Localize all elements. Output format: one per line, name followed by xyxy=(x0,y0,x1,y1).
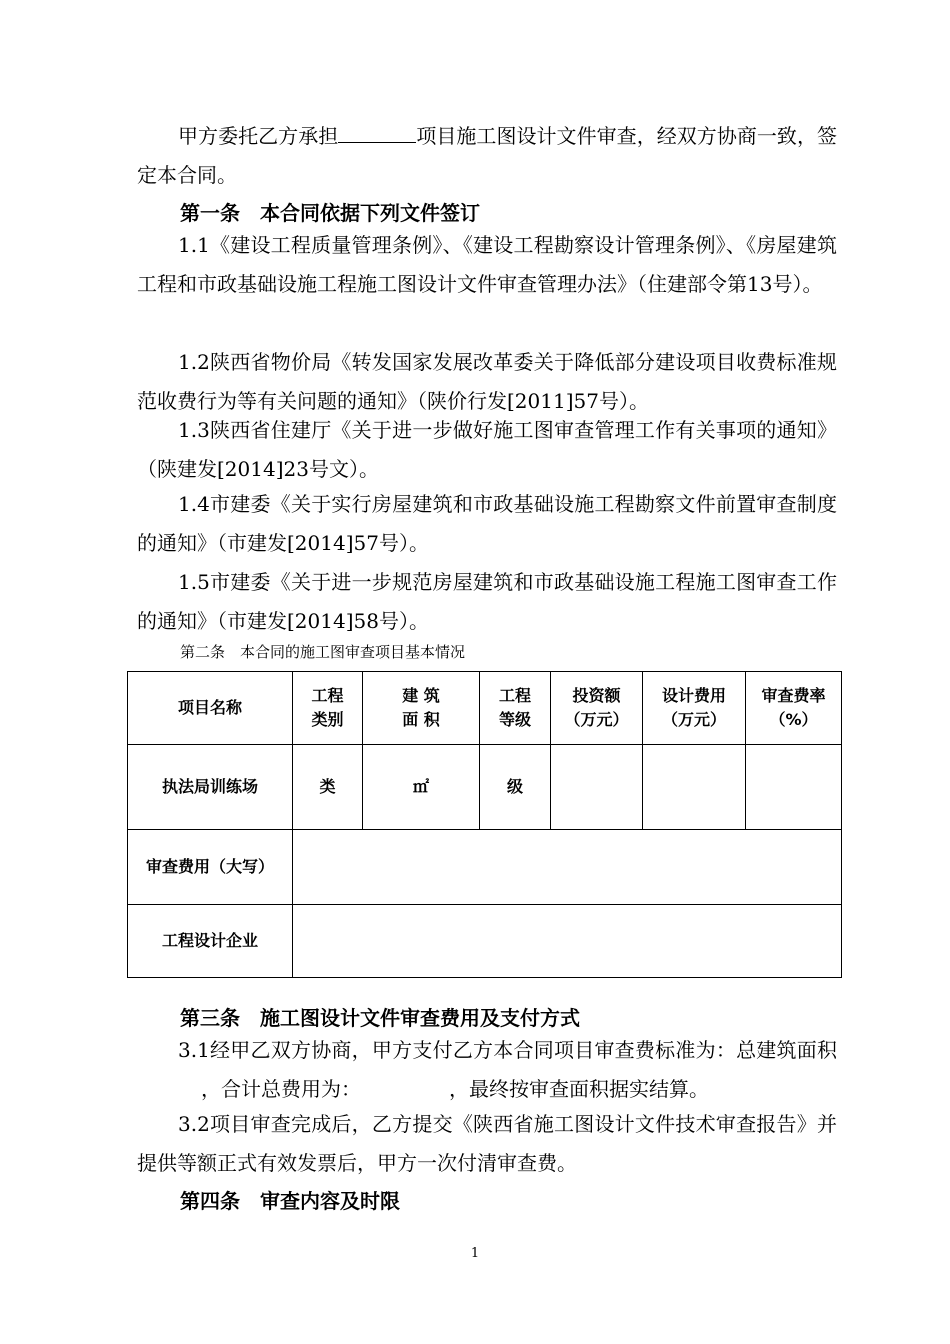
header-building-area: 建 筑 面 积 xyxy=(363,672,480,745)
intro-paragraph xyxy=(137,117,837,195)
article1-item-2: 1.2陕西省物价局《转发国家发展改革委关于降低部分建设项目收费标准规范收费行为等有关问题的通知》（陕价行发[2011]57号）。 xyxy=(137,350,837,413)
article3-item-1-text-a: 3.1经甲乙双方协商，甲方支付乙方本合同项目审查费标准为：总建筑面积 xyxy=(178,1038,837,1062)
company-row xyxy=(128,905,842,978)
company-label: 工程设计企业 xyxy=(128,905,293,978)
cell-project-grade[interactable]: 级 xyxy=(480,745,551,830)
article4-heading: 第四条 审查内容及时限 xyxy=(180,1189,400,1213)
cell-design-fee[interactable] xyxy=(643,745,746,830)
table-header-row xyxy=(128,672,842,745)
article3-item-1 xyxy=(137,1031,837,1109)
article2-heading: 第二条 本合同的施工图审查项目基本情况 xyxy=(180,643,466,661)
intro-text-1: 甲方委托乙方承担 xyxy=(178,124,339,148)
article1-item-1: 1.1《建设工程质量管理条例》、《建设工程勘察设计管理条例》、《房屋建筑工程和市政基础设施工程施工图设计文件审查管理办法》（住建部令第13号）。 xyxy=(137,233,837,296)
intro-text-2: 项目施工图设计文件审查，经双方协商一致，签定本合同。 xyxy=(137,124,838,187)
article3-item-1-text-b: ，合计总费用为： xyxy=(201,1077,361,1101)
article1-item-5: 1.5市建委《关于进一步规范房屋建筑和市政基础设施工程施工图审查工作的通知》（市建发[2014]58号）。 xyxy=(137,570,837,633)
header-review-rate: 审查费率 （%） xyxy=(746,672,842,745)
project-name-blank[interactable] xyxy=(338,126,416,143)
article1-heading: 第一条 本合同依据下列文件签订 xyxy=(180,201,480,225)
article3-item-2: 3.2项目审查完成后，乙方提交《陕西省施工图设计文件技术审查报告》并提供等额正式有效发票后，甲方一次付清审查费。 xyxy=(137,1112,837,1175)
cell-building-area[interactable]: ㎡ xyxy=(363,745,480,830)
header-investment: 投资额 （万元） xyxy=(551,672,643,745)
header-project-name: 项目名称 xyxy=(128,672,293,745)
article3-item-1-text-c: ，最终按审查面积据实结算。 xyxy=(449,1077,709,1101)
table-row xyxy=(128,745,842,830)
fee-row xyxy=(128,830,842,905)
cell-project-type[interactable]: 类 xyxy=(293,745,363,830)
page-number: 1 xyxy=(470,1246,480,1261)
article1-item-4: 1.4市建委《关于实行房屋建筑和市政基础设施工程勘察文件前置审查制度的通知》（市建发[2014]57号）。 xyxy=(137,492,837,555)
header-project-grade: 工程 等级 xyxy=(480,672,551,745)
header-project-type: 工程 类别 xyxy=(293,672,363,745)
fee-label: 审查费用（大写） xyxy=(128,830,293,905)
cell-investment[interactable] xyxy=(551,745,643,830)
article3-heading: 第三条 施工图设计文件审查费用及支付方式 xyxy=(180,1006,580,1030)
article1-item-3: 1.3陕西省住建厅《关于进一步做好施工图审查管理工作有关事项的通知》（陕建发[2014]23号文）。 xyxy=(137,418,837,481)
cell-review-rate[interactable] xyxy=(746,745,842,830)
header-design-fee: 设计费用 （万元） xyxy=(643,672,746,745)
company-value-cell[interactable] xyxy=(293,905,842,978)
cell-project-name[interactable]: 执法局训练场 xyxy=(128,745,293,830)
fee-value-cell[interactable] xyxy=(293,830,842,905)
project-info-table xyxy=(127,671,842,978)
